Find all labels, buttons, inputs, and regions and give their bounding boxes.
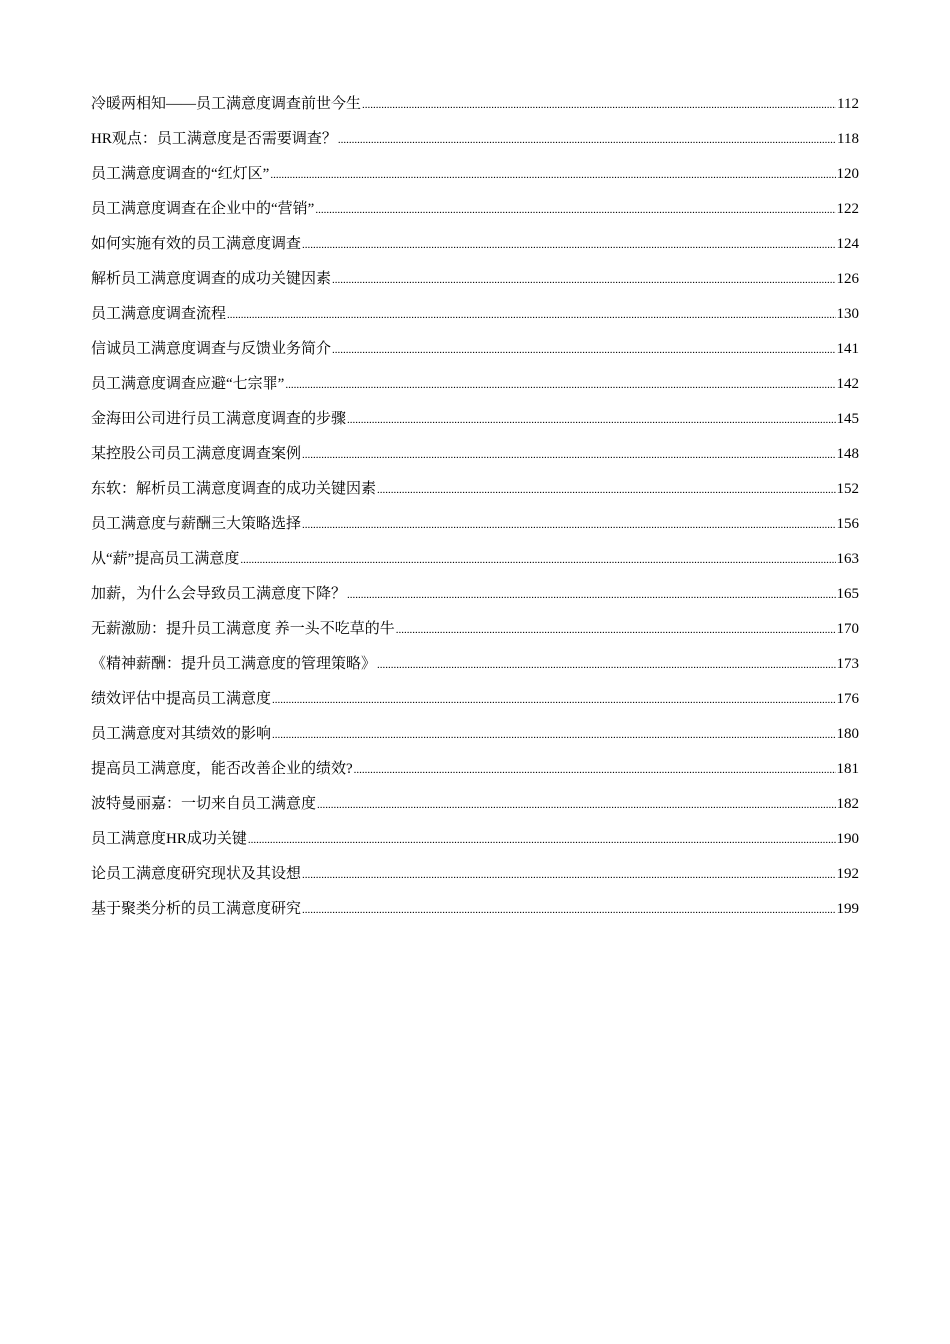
toc-entry-page: 145 bbox=[836, 411, 859, 427]
toc-dot-leader bbox=[285, 373, 835, 397]
toc-entry-title: 员工满意度对其绩效的影响 bbox=[91, 726, 272, 742]
toc-dot-leader bbox=[377, 653, 835, 677]
toc-entry-page: 118 bbox=[837, 131, 859, 147]
toc-entry[interactable] bbox=[91, 687, 859, 722]
toc-entry[interactable] bbox=[91, 127, 859, 162]
toc-entry[interactable] bbox=[91, 792, 859, 827]
toc-entry-page: 122 bbox=[836, 201, 859, 217]
toc-entry[interactable] bbox=[91, 302, 859, 337]
toc-entry-title: HR观点：员工满意度是否需要调查？ bbox=[91, 131, 337, 147]
toc-dot-leader bbox=[332, 268, 835, 292]
toc-dot-leader bbox=[302, 513, 835, 537]
toc-entry-page: 124 bbox=[836, 236, 859, 252]
toc-dot-leader bbox=[240, 548, 835, 572]
toc-entry[interactable] bbox=[91, 547, 859, 582]
toc-entry-title: 加薪，为什么会导致员工满意度下降？ bbox=[91, 586, 347, 602]
toc-entry-page: 156 bbox=[836, 516, 859, 532]
toc-entry[interactable] bbox=[91, 407, 859, 442]
toc-entry[interactable] bbox=[91, 827, 859, 862]
toc-dot-leader bbox=[302, 898, 835, 922]
toc-entry[interactable] bbox=[91, 337, 859, 372]
toc-entry-title: 东软：解析员工满意度调查的成功关键因素 bbox=[91, 481, 377, 497]
toc-entry-title: 员工满意度调查的“红灯区” bbox=[91, 166, 270, 182]
toc-entry-title: 基于聚类分析的员工满意度研究 bbox=[91, 901, 302, 917]
toc-entry-page: 190 bbox=[836, 831, 859, 847]
toc-dot-leader bbox=[377, 478, 835, 502]
toc-entry-title: 冷暖两相知——员工满意度调查前世今生 bbox=[91, 96, 362, 112]
toc-entry-page: 192 bbox=[836, 866, 859, 882]
toc-entry-title: 信诚员工满意度调查与反馈业务简介 bbox=[91, 341, 332, 357]
toc-entry[interactable] bbox=[91, 652, 859, 687]
toc-entry-title: 如何实施有效的员工满意度调查 bbox=[91, 236, 302, 252]
toc-entry-page: 152 bbox=[836, 481, 859, 497]
toc-dot-leader bbox=[302, 443, 835, 467]
toc-dot-leader bbox=[347, 408, 835, 432]
toc-entry[interactable] bbox=[91, 92, 859, 127]
toc-entry[interactable] bbox=[91, 582, 859, 617]
toc-entry-page: 163 bbox=[836, 551, 859, 567]
toc-dot-leader bbox=[315, 198, 835, 222]
toc-entry-title: 员工满意度与薪酬三大策略选择 bbox=[91, 516, 302, 532]
toc-entry[interactable] bbox=[91, 757, 859, 792]
table-of-contents bbox=[91, 92, 859, 932]
toc-entry-title: 员工满意度调查在企业中的“营销” bbox=[91, 201, 315, 217]
toc-entry-title: 员工满意度HR成功关键 bbox=[91, 831, 247, 847]
toc-entry-page: 182 bbox=[836, 796, 859, 812]
toc-entry-title: 无薪激励：提升员工满意度 养一头不吃草的牛 bbox=[91, 621, 395, 637]
toc-entry-page: 170 bbox=[836, 621, 859, 637]
toc-dot-leader bbox=[272, 723, 835, 747]
toc-dot-leader bbox=[272, 688, 835, 712]
toc-dot-leader bbox=[270, 163, 835, 187]
toc-entry[interactable] bbox=[91, 897, 859, 932]
toc-entry-title: 波特曼丽嘉：一切来自员工满意度 bbox=[91, 796, 317, 812]
toc-entry[interactable] bbox=[91, 862, 859, 897]
toc-entry[interactable] bbox=[91, 197, 859, 232]
toc-entry[interactable] bbox=[91, 512, 859, 547]
toc-entry[interactable] bbox=[91, 617, 859, 652]
toc-entry-page: 126 bbox=[836, 271, 859, 287]
toc-entry[interactable] bbox=[91, 232, 859, 267]
toc-entry-page: 199 bbox=[836, 901, 859, 917]
toc-entry[interactable] bbox=[91, 442, 859, 477]
toc-entry-page: 176 bbox=[836, 691, 859, 707]
toc-dot-leader bbox=[302, 863, 835, 887]
toc-dot-leader bbox=[354, 758, 836, 782]
toc-dot-leader bbox=[248, 828, 836, 852]
toc-dot-leader bbox=[338, 128, 836, 152]
toc-dot-leader bbox=[347, 583, 835, 607]
toc-entry-title: 从“薪”提高员工满意度 bbox=[91, 551, 240, 567]
toc-dot-leader bbox=[362, 93, 836, 117]
toc-entry[interactable] bbox=[91, 477, 859, 512]
toc-entry[interactable] bbox=[91, 162, 859, 197]
toc-entry[interactable] bbox=[91, 372, 859, 407]
toc-entry-title: 金海田公司进行员工满意度调查的步骤 bbox=[91, 411, 347, 427]
toc-entry-title: 解析员工满意度调查的成功关键因素 bbox=[91, 271, 332, 287]
toc-entry-page: 120 bbox=[836, 166, 859, 182]
toc-dot-leader bbox=[332, 338, 835, 362]
toc-entry[interactable] bbox=[91, 267, 859, 302]
toc-entry-page: 142 bbox=[836, 376, 859, 392]
toc-entry-title: 论员工满意度研究现状及其设想 bbox=[91, 866, 302, 882]
toc-dot-leader bbox=[396, 618, 836, 642]
toc-entry-title: 员工满意度调查流程 bbox=[91, 306, 227, 322]
toc-entry-title: 《精神薪酬：提升员工满意度的管理策略》 bbox=[91, 656, 377, 672]
toc-entry-title: 员工满意度调查应避“七宗罪” bbox=[91, 376, 285, 392]
toc-entry-page: 165 bbox=[836, 586, 859, 602]
toc-entry-page: 130 bbox=[836, 306, 859, 322]
toc-entry-title: 绩效评估中提高员工满意度 bbox=[91, 691, 272, 707]
toc-entry-page: 173 bbox=[836, 656, 859, 672]
toc-entry-page: 112 bbox=[837, 96, 859, 112]
toc-entry-page: 180 bbox=[836, 726, 859, 742]
toc-dot-leader bbox=[302, 233, 835, 257]
toc-dot-leader bbox=[227, 303, 835, 327]
toc-entry-title: 提高员工满意度，能否改善企业的绩效? bbox=[91, 761, 353, 777]
toc-entry-page: 181 bbox=[836, 761, 859, 777]
toc-entry-page: 148 bbox=[836, 446, 859, 462]
toc-dot-leader bbox=[317, 793, 835, 817]
toc-entry-page: 141 bbox=[836, 341, 859, 357]
toc-entry-title: 某控股公司员工满意度调查案例 bbox=[91, 446, 302, 462]
toc-entry[interactable] bbox=[91, 722, 859, 757]
